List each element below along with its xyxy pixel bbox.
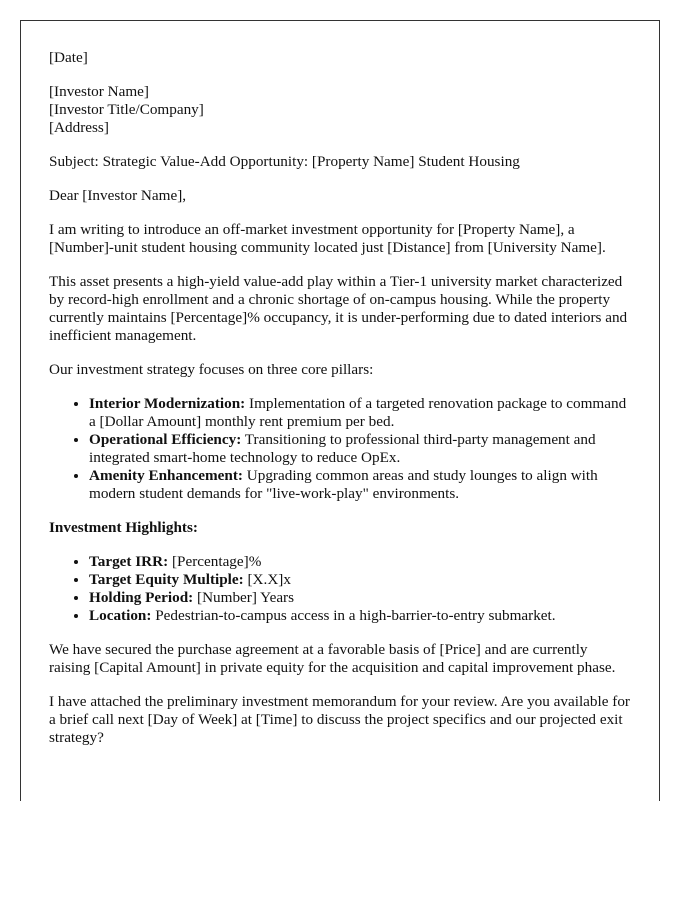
item-text: Upgrading common areas and study lounges to align with modern student demands for "live-work-play" environments. [89, 467, 598, 502]
item-text: Transitioning to professional third-party management and integrated smart-home technology to reduce OpEx. [89, 431, 596, 466]
list-item [89, 607, 631, 625]
item-text: [Percentage]% [168, 553, 262, 570]
item-text: [X.X]x [243, 571, 291, 588]
recipient-title: [Investor Title/Company] [49, 101, 204, 118]
strategy-intro: Our investment strategy focuses on three core pillars: [49, 361, 374, 378]
list-item [89, 589, 631, 607]
recipient-name: [Investor Name] [49, 83, 149, 100]
item-label: Location: [89, 607, 152, 624]
item-label: Target IRR: [89, 553, 169, 570]
item-text: Implementation of a targeted renovation package to command a [Dollar Amount] monthly rent premium per bed. [89, 395, 627, 430]
item-label: Amenity Enhancement: [89, 467, 243, 484]
purchase-paragraph: We have secured the purchase agreement at a favorable basis of [Price] and are currently raising [Capital Amount] in private equity for the acquisition and capital improvement phase. [49, 641, 616, 676]
item-label: Operational Efficiency: [89, 431, 242, 448]
recipient-address: [Address] [49, 119, 109, 136]
list-item [89, 553, 631, 571]
closing-paragraph: I have attached the preliminary investment memorandum for your review. Are you available for a brief call next [Day of Week] at [Time] to discuss the project specifics and our projected exit strategy? [49, 693, 630, 746]
date: [Date] [49, 49, 88, 66]
subject-line: Subject: Strategic Value-Add Opportunity: [Property Name] Student Housing [49, 153, 520, 170]
list-item [89, 467, 631, 503]
item-label: Holding Period: [89, 589, 194, 606]
item-text: [Number] Years [193, 589, 295, 606]
highlights-list [49, 553, 631, 625]
salutation: Dear [Investor Name], [49, 187, 187, 204]
item-label: Target Equity Multiple: [89, 571, 244, 588]
list-item [89, 395, 631, 431]
recipient-block [49, 83, 631, 137]
letter-page [20, 20, 660, 801]
item-label: Interior Modernization: [89, 395, 246, 412]
highlights-heading-text: Investment Highlights: [49, 519, 198, 536]
list-item [89, 571, 631, 589]
intro-paragraph: I am writing to introduce an off-market investment opportunity for [Property Name], a [Number]-unit student housing community located just [Distance] from [University Name]. [49, 221, 606, 256]
highlights-heading [49, 519, 631, 537]
list-item [89, 431, 631, 467]
asset-paragraph: This asset presents a high-yield value-add play within a Tier-1 university market characterized by record-high enrollment and a chronic shortage of on-campus housing. While the property currently maintains [Percentage]% occupancy, it is under-performing due to dated interiors and inefficient management. [49, 273, 628, 344]
item-text: Pedestrian-to-campus access in a high-barrier-to-entry submarket. [151, 607, 556, 624]
pillars-list [49, 395, 631, 503]
